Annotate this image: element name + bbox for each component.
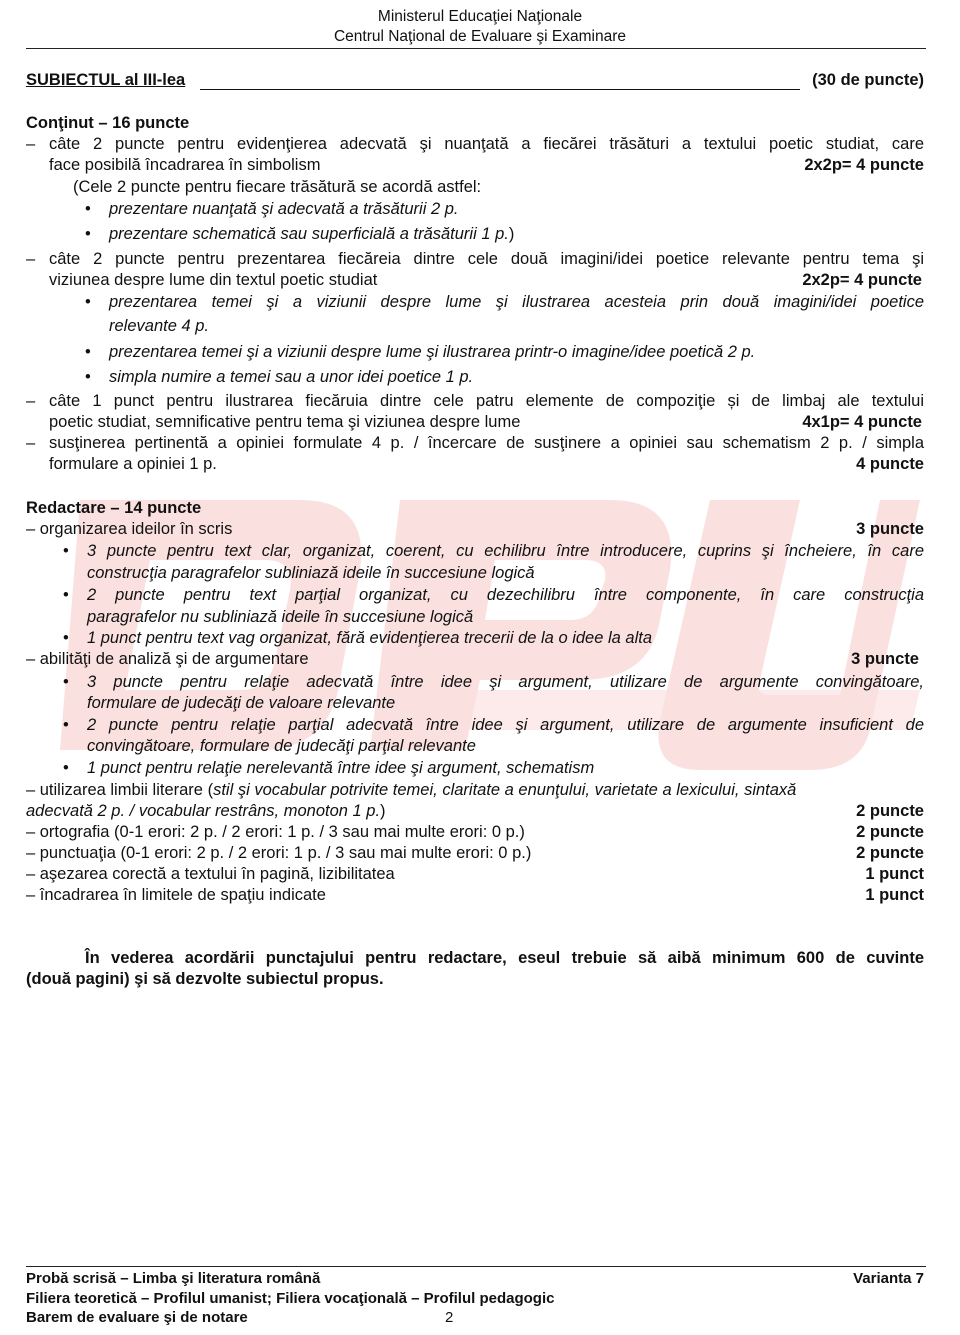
orto-score: 2 puncte [856,823,924,841]
continut-item1-line2: face posibilă încadrarea în simbolism 2x2p= 4 puncte [49,156,924,174]
arg-bullet2-line2: convingătoare, formulare de judecăţi parţial relevante [87,737,476,755]
org-bullet1-line2: construcţia paragrafelor subliniază ideile în succesiune logică [87,564,535,582]
redactare-lang: – utilizarea limbii literare (stil şi vocabular potrivite temei, claritate a enunţului, varietate a lexicului, sintaxă [26,781,797,799]
item1-bullet2: • prezentare schematică sau superficială a trăsăturii 1 p.) [109,224,909,245]
arg-bullet1-line2: formulare de judecăţi de valoare relevante [87,694,396,712]
item1-note: (Cele 2 puncte pentru fiecare trăsătură se acordă astfel: [73,178,482,196]
subject-underline [200,89,800,90]
org-bullet2-line2: paragrafelor nu subliniază ideile în succesiune logică [87,608,474,626]
redactare-asez: – aşezarea corectă a textului în pagină, lizibilitatea 1 punct [26,865,924,883]
item2-bullet2: • prezentarea temei şi a viziunii despre lume şi ilustrarea printr-o imagine/idee poetică 2 p. [109,342,909,363]
footer-barem: Barem de evaluare şi de notare [26,1309,248,1326]
asez-score: 1 punct [865,865,924,883]
item2-bullet3: • simpla numire a temei sau a unor idei poetice 1 p. [109,367,909,388]
subject-row [26,70,924,91]
continut-item4-line2: formulare a opiniei 1 p. 4 puncte [49,455,924,473]
item2-score: 2x2p= 4 puncte [802,271,922,289]
footer-filiera: Filiera teoretică – Profilul umanist; Filiera vocaţională – Profilul pedagogic [26,1290,555,1307]
subject-title: SUBIECTUL al III-lea [26,71,186,89]
header-center: Centrul Naţional de Evaluare şi Examinare [333,28,627,45]
dash-marker: – [26,135,36,153]
continut-item2-line2: viziunea despre lume din textul poetic studiat 2x2p= 4 puncte [49,271,922,289]
item4-score: 4 puncte [856,455,924,473]
redactare-incad: – încadrarea în limitele de spaţiu indicate 1 punct [26,886,924,904]
page-number: 2 [445,1309,454,1326]
redactare-heading: Redactare – 14 puncte [26,499,202,517]
item1-bullet1: • prezentare nuanţată şi adecvată a trăsăturii 2 p. [109,199,909,220]
note-line2: (două pagini) şi să dezvolte subiectul propus. [26,970,384,988]
header-divider [26,48,926,49]
continut-heading: Conţinut – 16 puncte [26,114,190,132]
continut-item3-line2: poetic studiat, semnificative pentru tema şi viziunea despre lume 4x1p= 4 puncte [49,413,922,431]
redactare-lang-line2: adecvată 2 p. / vocabular restrâns, monoton 1 p.) 2 puncte [26,802,924,820]
footer-variant: Varianta 7 [853,1270,924,1287]
footer-divider [26,1266,926,1267]
org-bullet3: • 1 punct pentru text vag organizat, fără evidenţierea trecerii de la o idee la alta [87,628,887,649]
arg-bullet3: • 1 punct pentru relaţie nerelevantă între idee şi argument, schematism [87,758,887,779]
redactare-arg: – abilităţi de analiză şi de argumentare 3 puncte [26,650,919,668]
punct-score: 2 puncte [856,844,924,862]
incad-score: 1 punct [865,886,924,904]
subject-points: (30 de puncte) [812,71,924,89]
arg-score: 3 puncte [851,650,919,668]
org-score: 3 puncte [856,520,924,538]
dash-marker: – [26,434,36,452]
header-ministry: Ministerul Educaţiei Naţionale [377,8,583,25]
redactare-org: – organizarea ideilor în scris 3 puncte [26,520,924,538]
item3-score: 4x1p= 4 puncte [802,413,922,431]
item2-bullet1-line2: relevante 4 p. [109,317,209,335]
redactare-punct: – punctuaţia (0-1 erori: 2 p. / 2 erori: 1 p. / 3 sau mai multe erori: 0 p.) 2 puncte [26,844,924,862]
dash-marker: – [26,250,36,268]
footer-exam: Probă scrisă – Limba şi literatura română [26,1270,321,1287]
dash-marker: – [26,392,36,410]
item1-score: 2x2p= 4 puncte [804,156,924,174]
redactare-orto: – ortografia (0-1 erori: 2 p. / 2 erori: 1 p. / 3 sau mai multe erori: 0 p.) 2 puncte [26,823,924,841]
lang-score: 2 puncte [856,802,924,820]
